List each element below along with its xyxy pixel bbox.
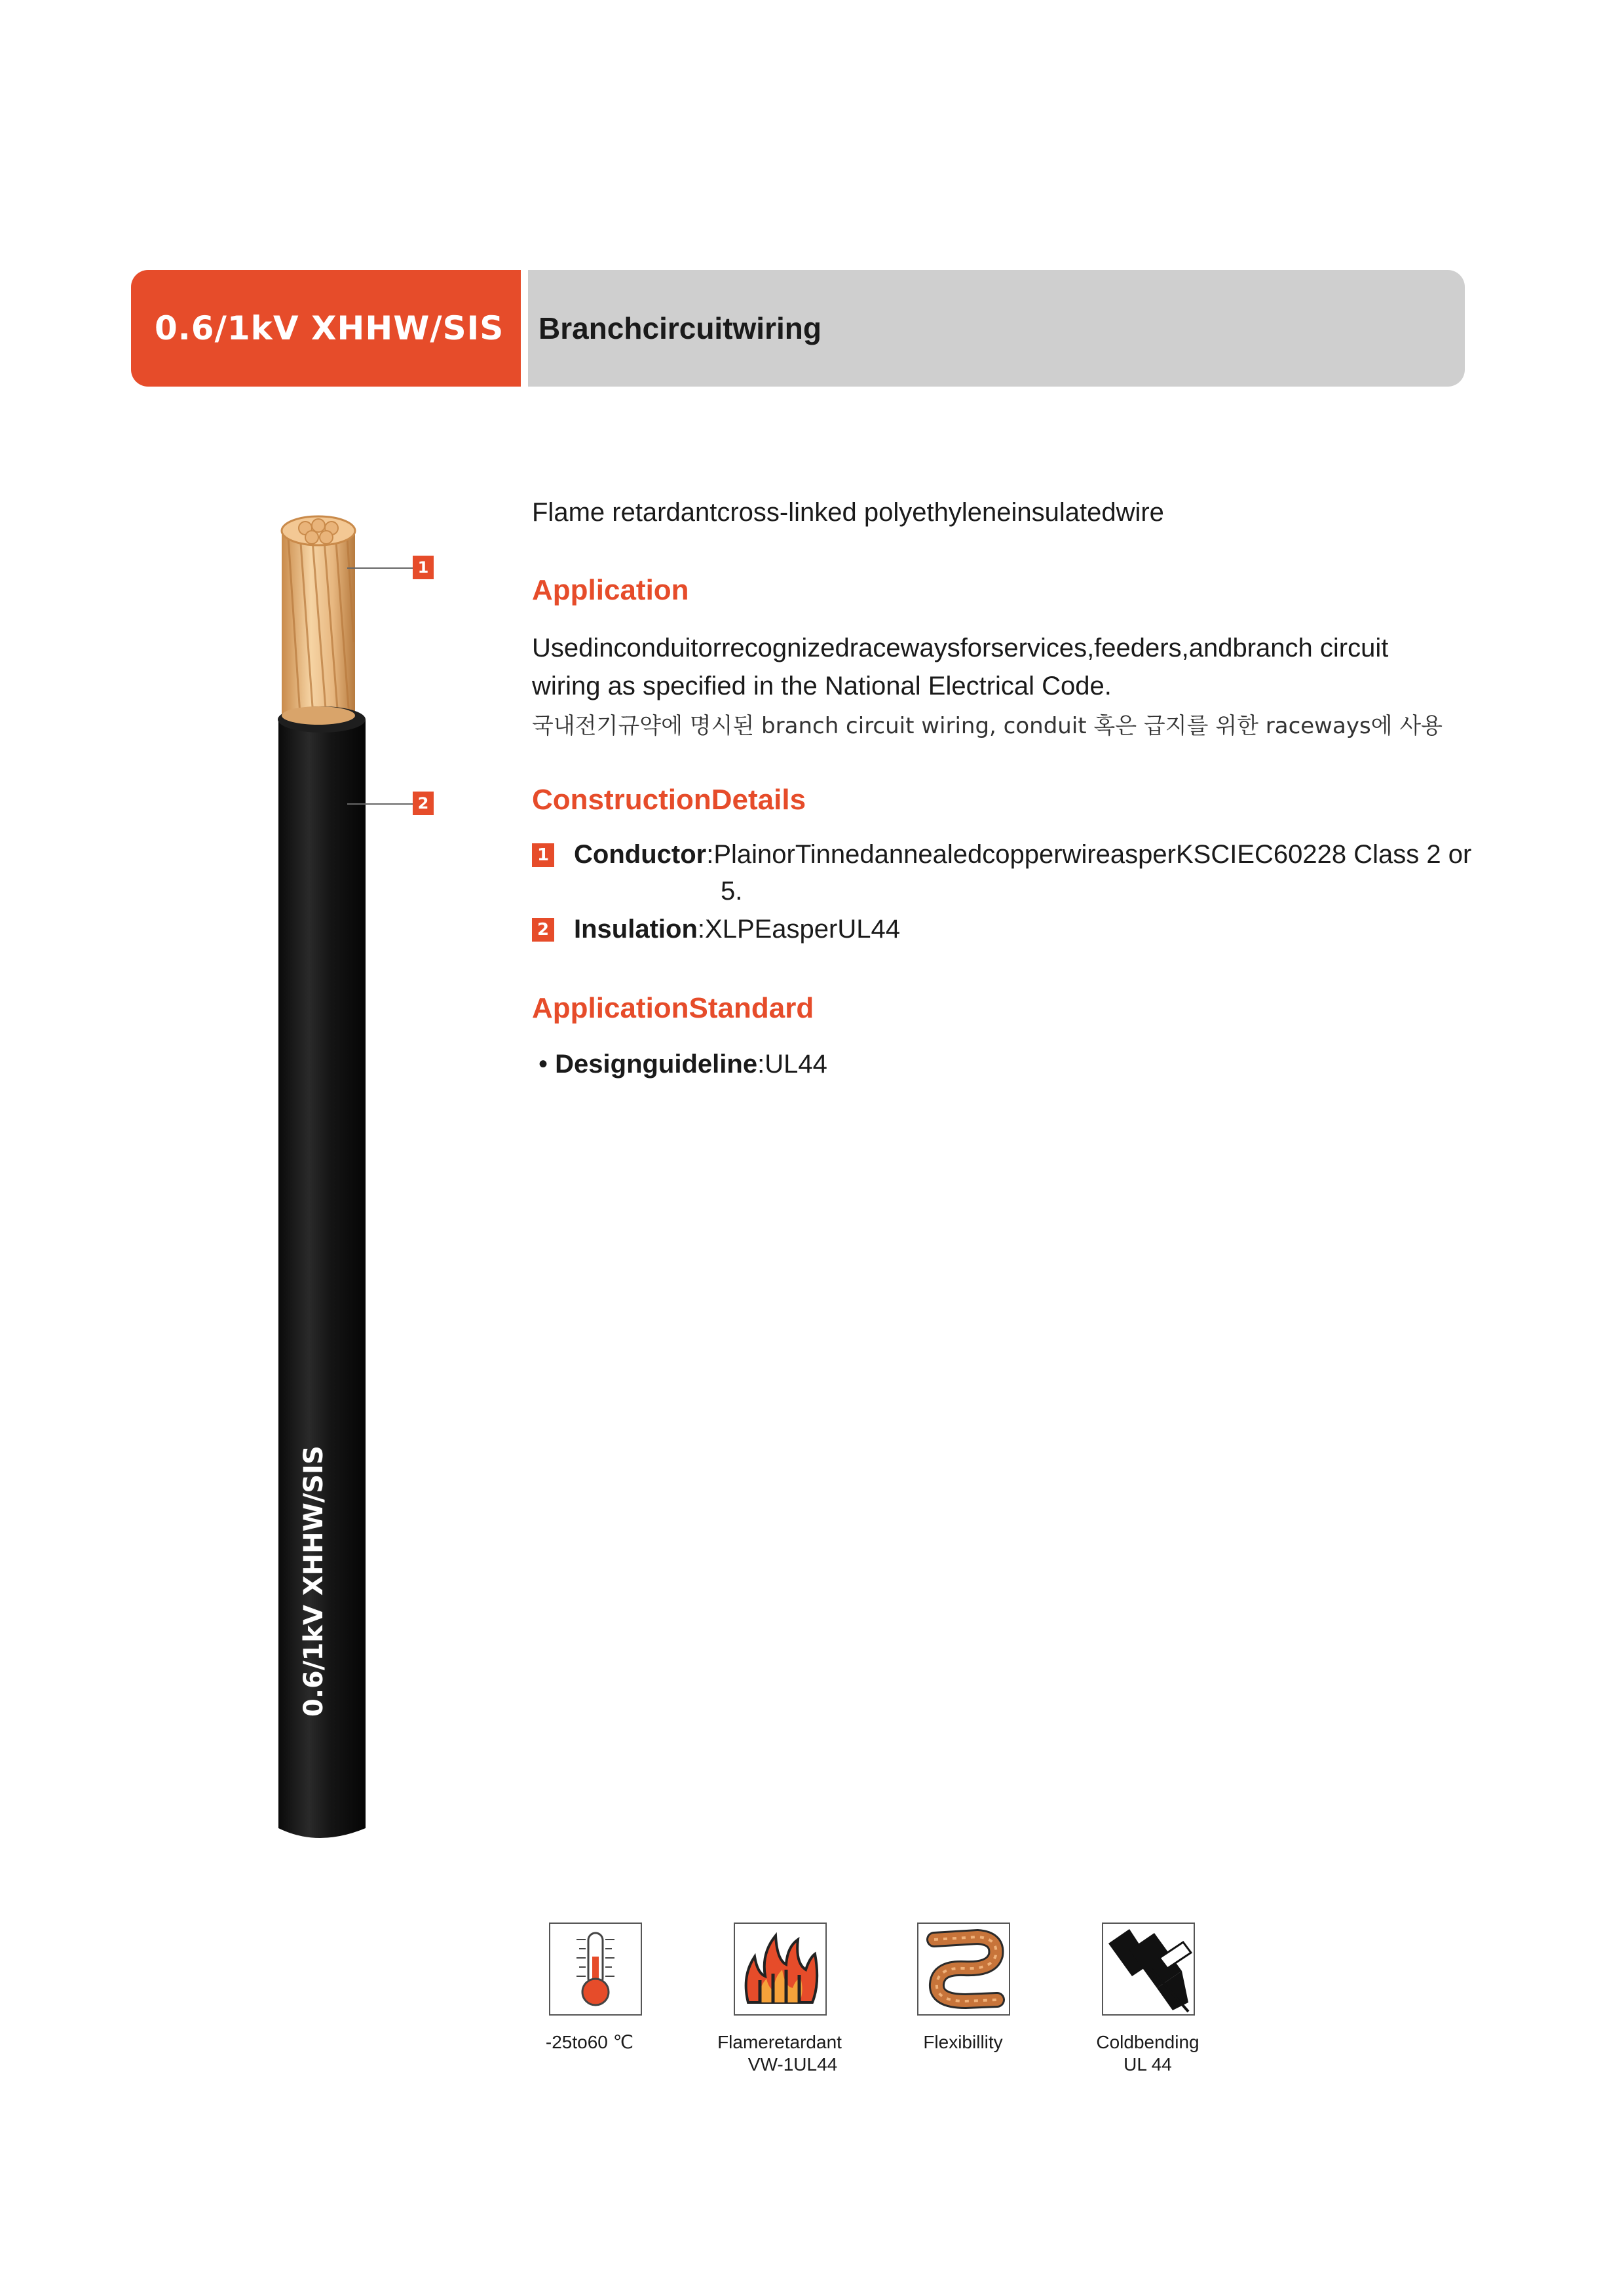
coldbending-label-line-1: Coldbending <box>1096 2032 1199 2052</box>
flexibility-label <box>897 2031 1029 2054</box>
item-number-1: 1 <box>532 843 554 867</box>
flame-icon-box <box>734 1923 827 2016</box>
application-korean: 국내전기규약에 명시된 branch circuit wiring, conduit 혹은 급지를 위한 raceways에 사용 <box>532 713 1443 739</box>
callout-badge-1: 1 <box>413 556 434 579</box>
product-description: Flame retardantcross-linked polyethyleneinsulatedwire <box>532 498 1164 527</box>
flexibility-icon-box <box>917 1923 1010 2016</box>
temperature-icon-box <box>549 1923 642 2016</box>
standard-label: Designguideline <box>555 1050 758 1079</box>
hammer-icon <box>1103 1924 1194 2014</box>
application-line-1: Usedinconduitorrecognizedracewaysforservices,feeders,andbranch circuit <box>532 634 1389 662</box>
construction-heading: ConstructionDetails <box>532 784 806 816</box>
temperature-label <box>524 2031 655 2054</box>
category-banner <box>528 270 1465 387</box>
insulation-label: Insulation <box>574 915 698 944</box>
coldbending-label <box>1082 2031 1213 2076</box>
temperature-label-line-1: -25to60 ℃ <box>545 2032 634 2052</box>
flame-label-line-2: VW-1UL44 <box>747 2054 838 2075</box>
application-line-2: wiring as specified in the National Electrical Code. <box>532 672 1112 700</box>
thermometer-icon <box>550 1924 641 2014</box>
standard-heading: ApplicationStandard <box>532 992 814 1024</box>
cable-illustration <box>249 511 406 1861</box>
conductor-label: Conductor <box>574 840 707 869</box>
insulation-value: XLPEasperUL44 <box>705 915 900 944</box>
conductor-value: PlainorTinnedannealedcopperwireasperKSCIEC60228 Class 2 or <box>713 840 1472 869</box>
flexible-cable-icon <box>918 1924 1009 2014</box>
standard-item: • Designguideline:UL44 <box>538 1050 827 1079</box>
product-code-banner <box>131 270 521 387</box>
callout-line-1 <box>347 567 413 569</box>
coldbending-label-line-2: UL 44 <box>1124 2054 1172 2075</box>
callout-line-2 <box>347 803 413 805</box>
flame-label-line-1: Flameretardant <box>717 2032 842 2052</box>
cable-print-text: 0.6/1kV XHHW/SIS <box>299 1445 329 1717</box>
bullet: • <box>538 1050 548 1079</box>
category-title: Branchcircuitwiring <box>538 311 821 345</box>
flame-label <box>708 2031 852 2076</box>
conductor-value-continued: 5. <box>721 877 743 906</box>
callout-badge-2: 2 <box>413 792 434 815</box>
flexibility-label-line-1: Flexibillity <box>923 2032 1003 2052</box>
construction-item-conductor: 1 Conductor:PlainorTinnedannealedcopperwireasperKSCIEC60228 Class 2 or <box>532 840 1471 870</box>
product-code: 0.6/1kV XHHW/SIS <box>155 309 504 347</box>
application-text <box>532 629 1462 705</box>
item-number-2: 2 <box>532 918 554 942</box>
coldbending-icon-box <box>1102 1923 1195 2016</box>
flame-icon <box>735 1924 825 2014</box>
application-heading: Application <box>532 574 689 606</box>
standard-value: UL44 <box>765 1050 827 1079</box>
construction-item-insulation: 2 Insulation:XLPEasperUL44 <box>532 915 900 944</box>
conductor-strands <box>282 531 355 734</box>
